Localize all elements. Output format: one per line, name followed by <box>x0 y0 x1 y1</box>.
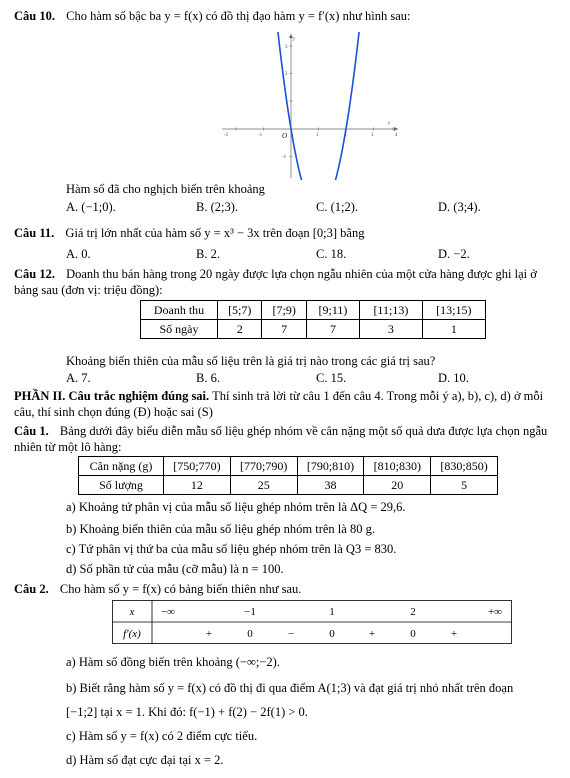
bbt-sign: 0 <box>247 628 253 640</box>
c1-item-b[interactable]: b) Khoảng biến thiên của mẫu số liệu ghép nhóm trên là 80 g. <box>66 522 375 536</box>
q11-option-d[interactable]: D. −2. <box>438 247 470 261</box>
table-cell: 2 <box>218 320 262 339</box>
x-axis-arrow <box>394 127 398 131</box>
q12-option-c[interactable]: C. 15. <box>316 371 347 385</box>
table-cell: 20 <box>364 476 431 495</box>
table-cell: 7 <box>306 320 359 339</box>
q11-option-c[interactable]: C. 18. <box>316 247 347 261</box>
q10-option-b[interactable]: B. (2;3). <box>196 200 239 214</box>
bbt-x-value: +∞ <box>487 606 503 618</box>
q10-subtext: Hàm số đã cho nghịch biến trên khoảng <box>66 182 265 196</box>
table-row <box>141 320 486 339</box>
q12-head: Câu 12. <box>14 267 55 281</box>
x-tick-label: -1 <box>258 133 263 138</box>
y-tick-label: 1 <box>285 100 288 105</box>
table-cell: Cân nặng (g) <box>79 457 164 476</box>
c1-item-d[interactable]: d) Số phần tử của mẫu (cỡ mẫu) là n = 100. <box>66 562 284 576</box>
q10-option-c[interactable]: C. (1;2). <box>316 200 359 214</box>
q10-options <box>66 200 556 216</box>
q12-text: Doanh thu bán hàng trong 20 ngày được lựa chọn ngẫu nhiên của một cửa hàng được ghi lại ở bảng sau (đơn vị: triệu đồng): <box>14 267 537 297</box>
c2-item-a[interactable]: a) Hàm số đồng biến trên khoảng (−∞;−2). <box>66 655 280 669</box>
q11-stem <box>14 225 560 241</box>
q12-stem <box>14 266 560 298</box>
q11-options <box>66 247 556 263</box>
table-cell: Số lượng <box>79 476 164 495</box>
bbt-sign: + <box>368 628 376 640</box>
x-tick-label: 1 <box>316 133 319 138</box>
x-tick-label: 3 <box>371 133 374 138</box>
q10-text: Cho hàm số bậc ba y = f(x) có đồ thị đạo hàm y = f′(x) như hình sau: <box>66 9 411 23</box>
c1-item-a[interactable]: a) Khoảng tứ phân vị của mẫu số liệu ghép nhóm trên là ΔQ = 29,6. <box>66 500 406 514</box>
q12-option-a[interactable]: A. 7. <box>66 371 91 385</box>
x-tick-label: -2 <box>224 133 229 138</box>
q10-stem <box>14 8 560 24</box>
table-cell: [7;9) <box>262 301 306 320</box>
table-cell: [11;13) <box>360 301 423 320</box>
q10-option-d[interactable]: D. (3;4). <box>438 200 481 214</box>
c2-item-c[interactable]: c) Hàm số y = f(x) có 2 điểm cực tiểu. <box>66 729 258 743</box>
table-cell: 25 <box>230 476 297 495</box>
bbt-sign: − <box>287 628 295 640</box>
table-row <box>79 457 498 476</box>
table-cell: [810;830) <box>364 457 431 476</box>
q12-option-d[interactable]: D. 10. <box>438 371 469 385</box>
table-cell: [9;11) <box>306 301 359 320</box>
c1-text: Bảng dưới đây biểu diễn mẫu số liệu ghép nhóm về cân nặng một số quả dưa được lựa chọn ngẫu nhiên từ một lô hàng: <box>14 424 548 454</box>
c2-item-b[interactable]: b) Biết rằng hàm số y = f(x) có đồ thị đi qua điểm A(1;3) và đạt giá trị nhỏ nhất trên đoạn <box>66 681 514 695</box>
q11-head: Câu 11. <box>14 226 55 240</box>
q11-option-a[interactable]: A. 0. <box>66 247 91 261</box>
c1-head: Câu 1. <box>14 424 49 438</box>
table-row <box>79 476 498 495</box>
x-tick-label: 4 <box>395 133 398 138</box>
q12-option-b[interactable]: B. 6. <box>196 371 220 385</box>
part2-intro <box>14 388 560 420</box>
c2-item-d[interactable]: d) Hàm số đạt cực đại tại x = 2. <box>66 753 224 767</box>
c2-stem <box>14 581 560 597</box>
derivative-graph <box>220 32 402 180</box>
variation-table <box>112 600 512 644</box>
y-tick-label: 3 <box>285 45 288 50</box>
table-cell: [770;790) <box>230 457 297 476</box>
table-row <box>141 301 486 320</box>
table-cell: 7 <box>262 320 306 339</box>
table-cell: 1 <box>422 320 485 339</box>
c1-item-c[interactable]: c) Tứ phân vị thứ ba của mẫu số liệu ghép nhóm trên là Q3 = 830. <box>66 542 397 556</box>
bbt-sign: + <box>450 628 458 640</box>
c1-table <box>78 456 498 495</box>
bbt-x-value: −1 <box>244 606 256 618</box>
y-tick-label: -1 <box>282 155 287 160</box>
q11-option-b[interactable]: B. 2. <box>196 247 220 261</box>
q11-text: Giá trị lớn nhất của hàm số y = x³ − 3x trên đoạn [0;3] bằng <box>65 226 365 240</box>
bbt-x-label: x <box>129 606 135 618</box>
c1-stem <box>14 423 560 455</box>
bbt-sign: + <box>205 628 213 640</box>
bbt-x-value: −∞ <box>160 606 176 618</box>
table-cell: 3 <box>360 320 423 339</box>
bbt-sign: 0 <box>410 628 416 640</box>
q12-table <box>140 300 486 339</box>
table-cell: 5 <box>431 476 498 495</box>
c2-head: Câu 2. <box>14 582 49 596</box>
table-cell: 38 <box>297 476 364 495</box>
bbt-x-value: 2 <box>410 606 416 618</box>
q12-subtext: Khoảng biến thiên của mẫu số liệu trên là giá trị nào trong các giá trị sau? <box>66 354 436 368</box>
bbt-sign: 0 <box>329 628 335 640</box>
c2-text: Cho hàm số y = f(x) có bảng biến thiên như sau. <box>59 582 302 596</box>
y-axis-label: y <box>293 37 296 42</box>
x-tick-label: 2 <box>344 133 347 138</box>
origin-label: O <box>282 132 288 140</box>
bbt-x-value: 1 <box>329 606 335 618</box>
table-cell: [790;810) <box>297 457 364 476</box>
table-cell: [13;15) <box>422 301 485 320</box>
q12-options <box>66 371 556 387</box>
table-cell: Doanh thu <box>141 301 218 320</box>
axis-ticks <box>236 46 393 157</box>
table-cell: [750;770) <box>164 457 231 476</box>
table-cell: [830;850) <box>431 457 498 476</box>
q10-head: Câu 10. <box>14 9 55 23</box>
table-cell: 12 <box>164 476 231 495</box>
part2-text: Thí sinh trả lời từ câu 1 đến câu 4. Trong mỗi ý a), b), c), d) ở mỗi câu, thí sinh chọn đúng (Đ) hoặc sai (S) <box>14 389 544 419</box>
table-cell: Số ngày <box>141 320 218 339</box>
q10-option-a[interactable]: A. (−1;0). <box>66 200 116 214</box>
y-tick-label: 2 <box>285 72 288 77</box>
x-axis-label: x <box>388 121 391 126</box>
table-cell: [5;7) <box>218 301 262 320</box>
bbt-derivative-label: f′(x) <box>123 628 141 640</box>
part2-title: PHẦN II. Câu trắc nghiệm đúng sai. <box>14 389 210 403</box>
c2-item-b-cont: [−1;2] tại x = 1. Khi đó: f(−1) + f(2) − 2f(1) > 0. <box>66 705 308 719</box>
